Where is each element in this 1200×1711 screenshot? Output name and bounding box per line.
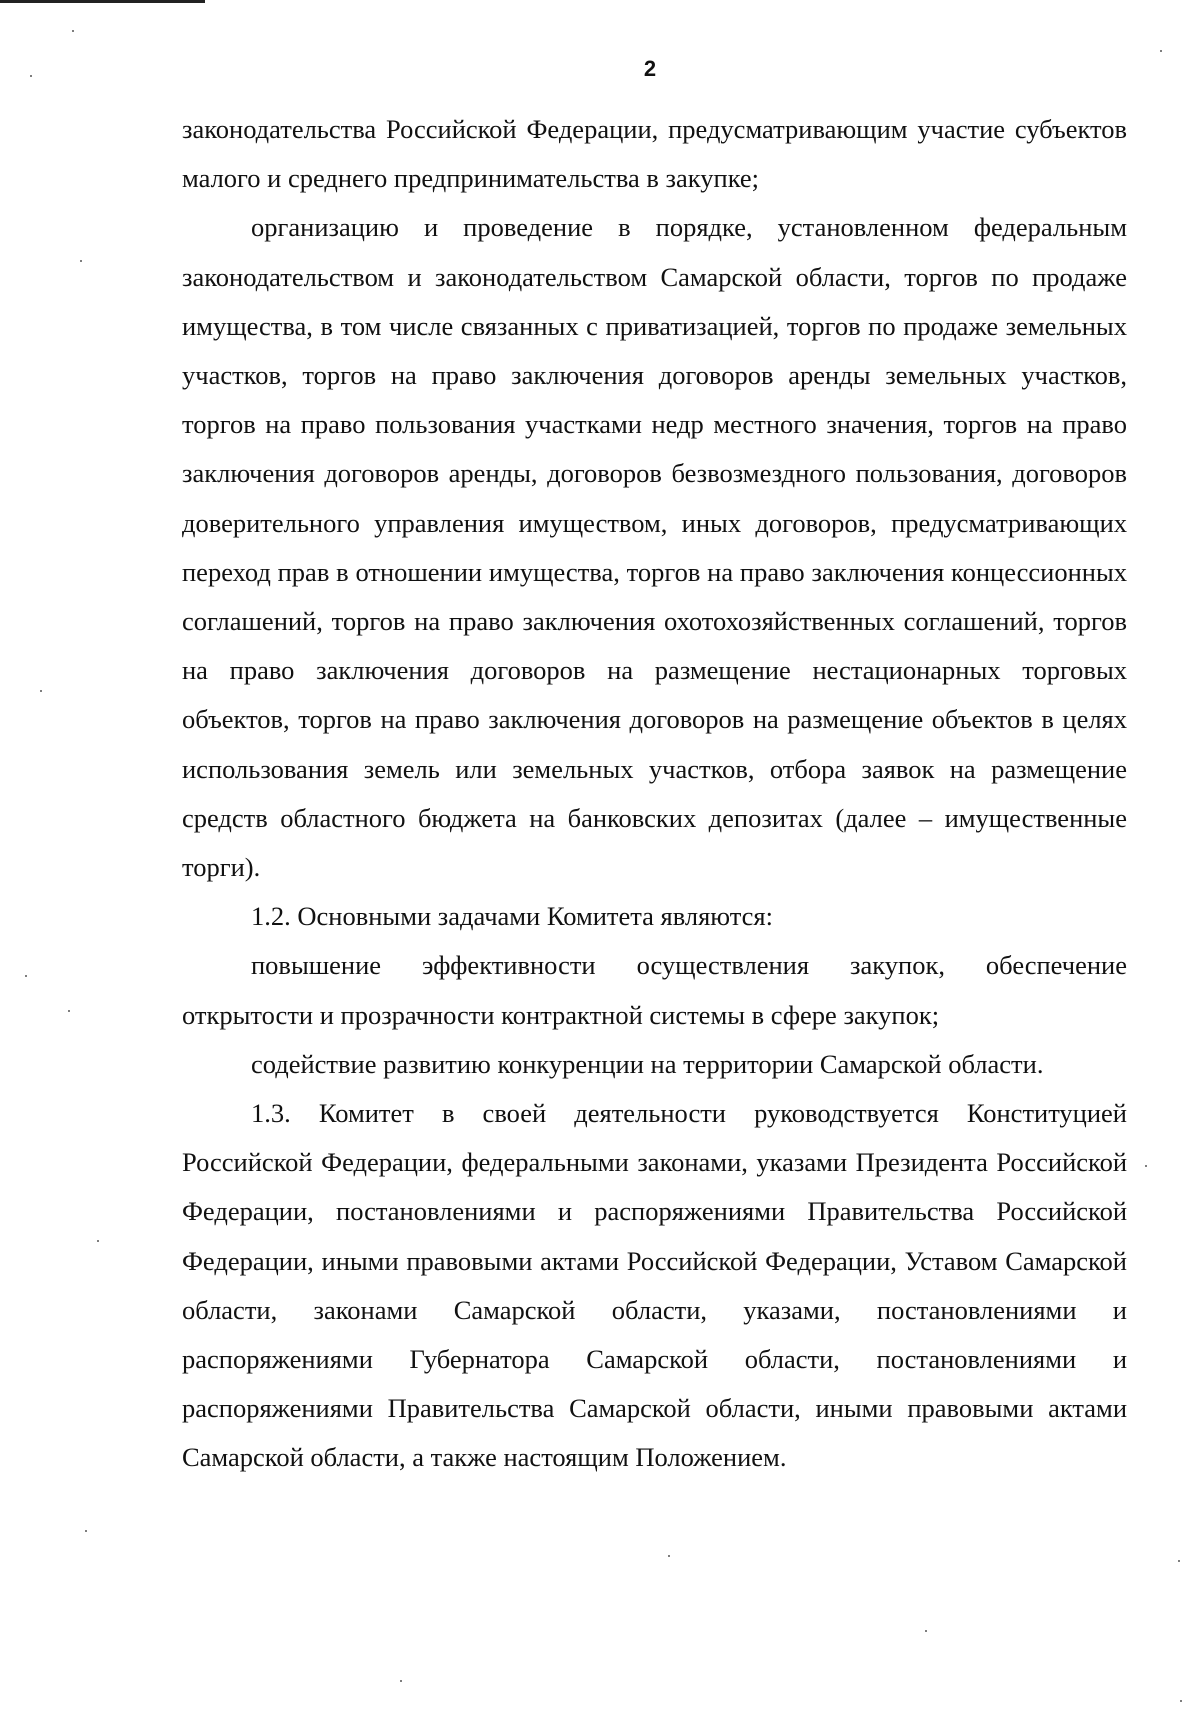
paragraph-section-1-2: 1.2. Основными задачами Комитета являются: — [251, 901, 773, 932]
paragraph-continuation: законодательства Российской Федерации, предусматривающим участие субъектов малого и среднего предпринимательства в закупке; — [182, 114, 1127, 194]
paragraph-competition: содействие развитию конкуренции на территории Самарской области. — [251, 1048, 1044, 1079]
page-number: 2 — [643, 56, 657, 81]
scan-edge-line — [0, 0, 205, 3]
paragraph-efficiency: повышение эффективности осуществления закупок, обеспечение открытости и прозрачности контрактной системы в сфере закупок; — [182, 950, 1127, 1030]
paragraph-section-1-3: 1.3. Комитет в своей деятельности руководствуется Конституцией Российской Федерации, федеральными законами, указами Президента Российской Федерации, постановлениями и распоряжениями Правительства Российской Федерации, иными правовыми актами Российской Федерации, Уставом Самарской области, законами Самарской области, указами, постановлениями и распоряжениями Губернатора Самарской области, постановлениями и распоряжениями Правительства Самарской области, иными правовыми актами Самарской области, а также настоящим Положением. — [182, 1098, 1127, 1473]
paragraph-auctions: организацию и проведение в порядке, установленном федеральным законодательством и законодательством Самарской области, торгов по продаже имущества, в том числе связанных с приватизацией, торгов по продаже земельных участков, торгов на право заключения договоров аренды земельных участков, торгов на право пользования участками недр местного значения, торгов на право заключения договоров аренды, договоров безвозмездного пользования, договоров доверительного управления имуществом, иных договоров, предусматривающих переход прав в отношении имущества, торгов на право заключения концессионных соглашений, торгов на право заключения охотохозяйственных соглашений, торгов на право заключения договоров на размещение нестационарных торговых объектов, торгов на право заключения договоров на размещение объектов в целях использования земель или земельных участков, отбора заявок на размещение средств областного бюджета на банковских депозитах (далее – имущественные торги). — [182, 212, 1127, 883]
document-body — [182, 105, 1127, 1483]
